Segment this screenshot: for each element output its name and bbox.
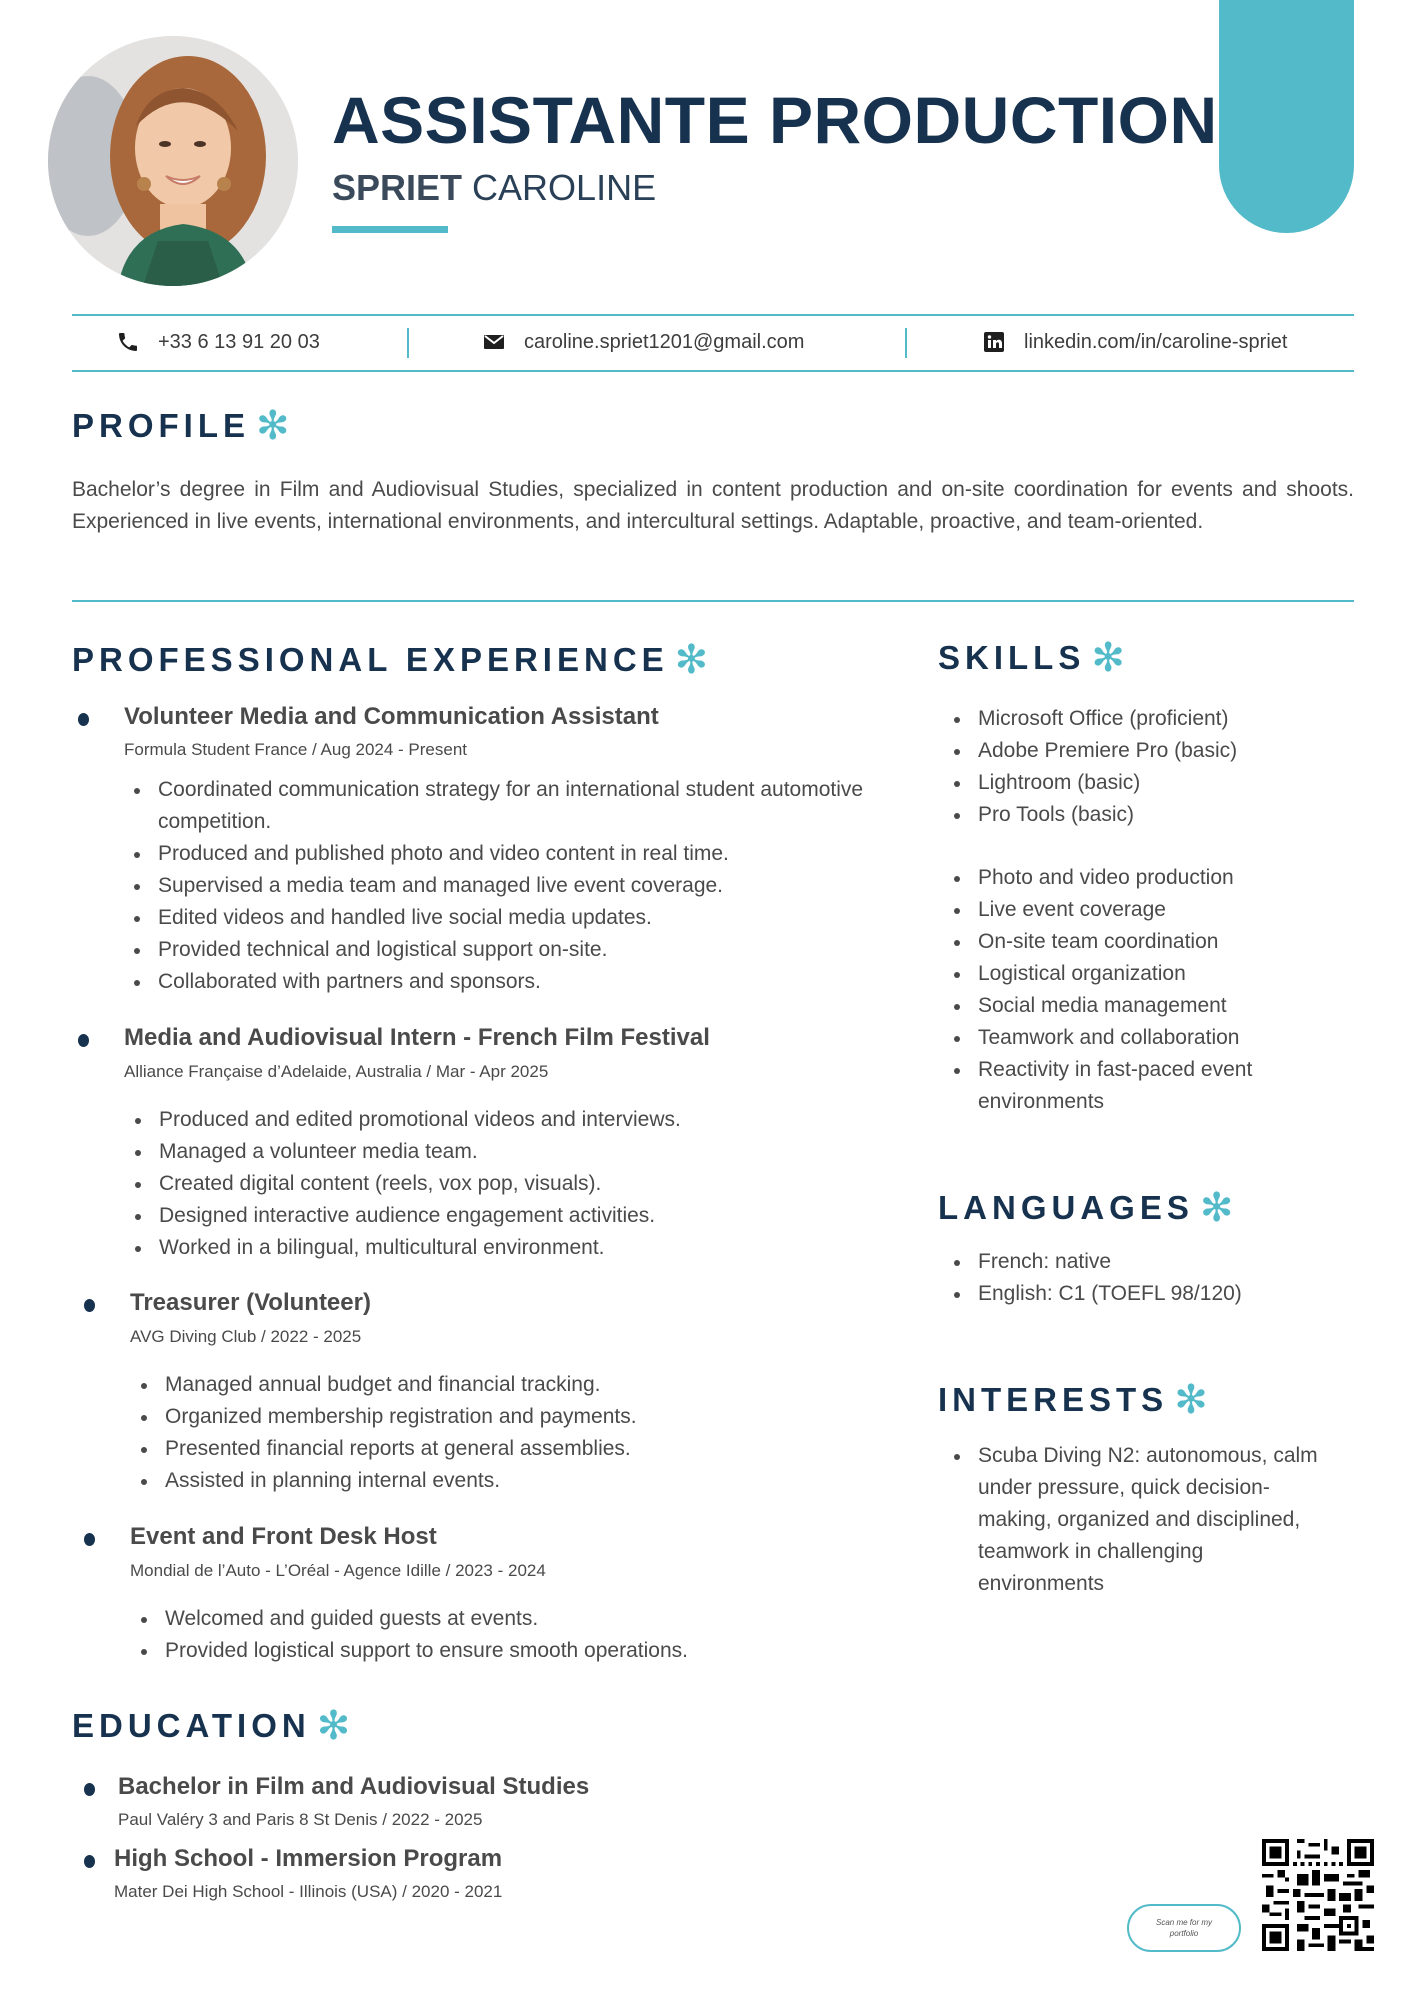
asterisk-icon: ✻ bbox=[256, 404, 290, 448]
profile-summary: Bachelor’s degree in Film and Audiovisual Studies, specialized in content production and on-site coordination for events and shoots. Experienced in live events, international environments, and intercultural settings. Adaptable, proactive, and team-oriented. bbox=[72, 478, 1354, 533]
list-item: Worked in a bilingual, multicultural environment. bbox=[127, 1232, 867, 1264]
email-address: caroline.spriet1201@gmail.com bbox=[524, 330, 805, 353]
page-title: ASSISTANTE PRODUCTION bbox=[332, 83, 1218, 157]
experience-heading-text: PROFESSIONAL EXPERIENCE bbox=[72, 641, 669, 678]
asterisk-icon: ✻ bbox=[316, 1704, 351, 1748]
job-bullets bbox=[133, 1603, 873, 1667]
list-item: Adobe Premiere Pro (basic) bbox=[946, 735, 1346, 767]
portfolio-label: Scan me for my portfolio bbox=[1127, 1904, 1241, 1952]
contact-divider bbox=[407, 328, 409, 358]
list-item: Teamwork and collaboration bbox=[946, 1022, 1306, 1054]
job-bullet bbox=[78, 1034, 89, 1047]
list-item: Lightroom (basic) bbox=[946, 767, 1346, 799]
list-item: Designed interactive audience engagement activities. bbox=[127, 1200, 867, 1232]
interests-heading bbox=[938, 1380, 1208, 1420]
list-item: Pro Tools (basic) bbox=[946, 799, 1346, 831]
decorative-tab bbox=[1219, 0, 1354, 233]
software-skills-list bbox=[946, 703, 1346, 831]
languages-list bbox=[946, 1246, 1346, 1310]
degree-meta: Mater Dei High School - Illinois (USA) / 2020 - 2021 bbox=[114, 1882, 503, 1901]
list-item: Scuba Diving N2: autonomous, calm under pressure, quick decision-making, organized and disciplined, teamwork in challenging environments bbox=[946, 1440, 1326, 1600]
list-item: Managed annual budget and financial tracking. bbox=[133, 1369, 873, 1401]
skills-heading-text: SKILLS bbox=[938, 639, 1086, 676]
list-item: On-site team coordination bbox=[946, 926, 1306, 958]
list-item: Organized membership registration and payments. bbox=[133, 1401, 873, 1433]
interests-list bbox=[946, 1440, 1326, 1600]
linkedin-icon bbox=[982, 330, 1006, 354]
contact-phone[interactable] bbox=[116, 330, 320, 354]
phone-number: +33 6 13 91 20 03 bbox=[158, 330, 320, 353]
linkedin-url: linkedin.com/in/caroline-spriet bbox=[1024, 330, 1288, 353]
profile-heading-text: PROFILE bbox=[72, 407, 251, 444]
degree-meta: Paul Valéry 3 and Paris 8 St Denis / 2022 - 2025 bbox=[118, 1810, 483, 1829]
degree-title: High School - Immersion Program bbox=[114, 1845, 503, 1872]
list-item: Logistical organization bbox=[946, 958, 1306, 990]
job-meta: Alliance Française d’Adelaide, Australia / Mar - Apr 2025 bbox=[124, 1062, 549, 1081]
list-item: Presented financial reports at general assemblies. bbox=[133, 1433, 873, 1465]
candidate-name bbox=[332, 167, 656, 209]
title-underline bbox=[332, 226, 448, 233]
education-bullet bbox=[84, 1783, 95, 1796]
list-item: Coordinated communication strategy for an international student automotive competition. bbox=[126, 774, 866, 838]
degree-title: Bachelor in Film and Audiovisual Studies bbox=[118, 1773, 590, 1800]
job-bullet bbox=[84, 1533, 95, 1546]
portrait-image bbox=[48, 36, 298, 286]
last-name: SPRIET bbox=[332, 167, 463, 208]
job-title: Event and Front Desk Host bbox=[130, 1523, 437, 1550]
job-meta: Mondial de l’Auto - L’Oréal - Agence Idille / 2023 - 2024 bbox=[130, 1561, 546, 1580]
contact-divider bbox=[905, 328, 907, 358]
list-item: Produced and edited promotional videos and interviews. bbox=[127, 1104, 867, 1136]
experience-heading bbox=[72, 640, 708, 680]
job-meta: Formula Student France / Aug 2024 - Present bbox=[124, 740, 468, 759]
education-heading bbox=[72, 1706, 350, 1746]
job-bullet bbox=[78, 713, 89, 726]
asterisk-icon: ✻ bbox=[1199, 1186, 1234, 1230]
qr-code[interactable] bbox=[1262, 1839, 1374, 1951]
soft-skills-list bbox=[946, 862, 1306, 1118]
list-item: Supervised a media team and managed live event coverage. bbox=[126, 870, 866, 902]
job-meta: AVG Diving Club / 2022 - 2025 bbox=[130, 1327, 362, 1346]
list-item: Provided logistical support to ensure smooth operations. bbox=[133, 1635, 873, 1667]
job-title: Volunteer Media and Communication Assistant bbox=[124, 703, 659, 730]
asterisk-icon: ✻ bbox=[1091, 636, 1125, 680]
languages-heading bbox=[938, 1188, 1233, 1228]
job-bullets bbox=[133, 1369, 873, 1497]
list-item: Collaborated with partners and sponsors. bbox=[126, 966, 866, 998]
education-heading-text: EDUCATION bbox=[72, 1707, 311, 1744]
job-bullets bbox=[127, 1104, 867, 1264]
contact-bar bbox=[72, 314, 1354, 372]
skills-heading bbox=[938, 638, 1125, 678]
list-item: Edited videos and handled live social media updates. bbox=[126, 902, 866, 934]
job-title: Treasurer (Volunteer) bbox=[130, 1289, 371, 1316]
list-item: Welcomed and guided guests at events. bbox=[133, 1603, 873, 1635]
education-bullet bbox=[84, 1855, 95, 1868]
job-bullet bbox=[84, 1299, 95, 1312]
interests-heading-text: INTERESTS bbox=[938, 1381, 1169, 1418]
job-bullets bbox=[126, 774, 866, 998]
list-item: Microsoft Office (proficient) bbox=[946, 703, 1346, 735]
first-name: CAROLINE bbox=[472, 167, 657, 208]
list-item: Provided technical and logistical support on-site. bbox=[126, 934, 866, 966]
contact-linkedin[interactable] bbox=[982, 330, 1287, 354]
asterisk-icon: ✻ bbox=[674, 638, 709, 682]
job-title: Media and Audiovisual Intern - French Film Festival bbox=[124, 1024, 710, 1051]
languages-heading-text: LANGUAGES bbox=[938, 1189, 1194, 1226]
mail-icon bbox=[482, 330, 506, 354]
asterisk-icon: ✻ bbox=[1174, 1378, 1208, 1422]
profile-photo bbox=[48, 36, 298, 286]
contact-email[interactable] bbox=[482, 330, 804, 354]
list-item: Reactivity in fast-paced event environments bbox=[946, 1054, 1306, 1118]
list-item: English: C1 (TOEFL 98/120) bbox=[946, 1278, 1346, 1310]
list-item: Managed a volunteer media team. bbox=[127, 1136, 867, 1168]
list-item: French: native bbox=[946, 1246, 1346, 1278]
phone-icon bbox=[116, 330, 140, 354]
list-item: Created digital content (reels, vox pop, visuals). bbox=[127, 1168, 867, 1200]
list-item: Produced and published photo and video content in real time. bbox=[126, 838, 866, 870]
list-item: Photo and video production bbox=[946, 862, 1306, 894]
list-item: Social media management bbox=[946, 990, 1306, 1022]
profile-heading bbox=[72, 406, 290, 446]
list-item: Live event coverage bbox=[946, 894, 1306, 926]
list-item: Assisted in planning internal events. bbox=[133, 1465, 873, 1497]
section-divider bbox=[72, 600, 1354, 602]
